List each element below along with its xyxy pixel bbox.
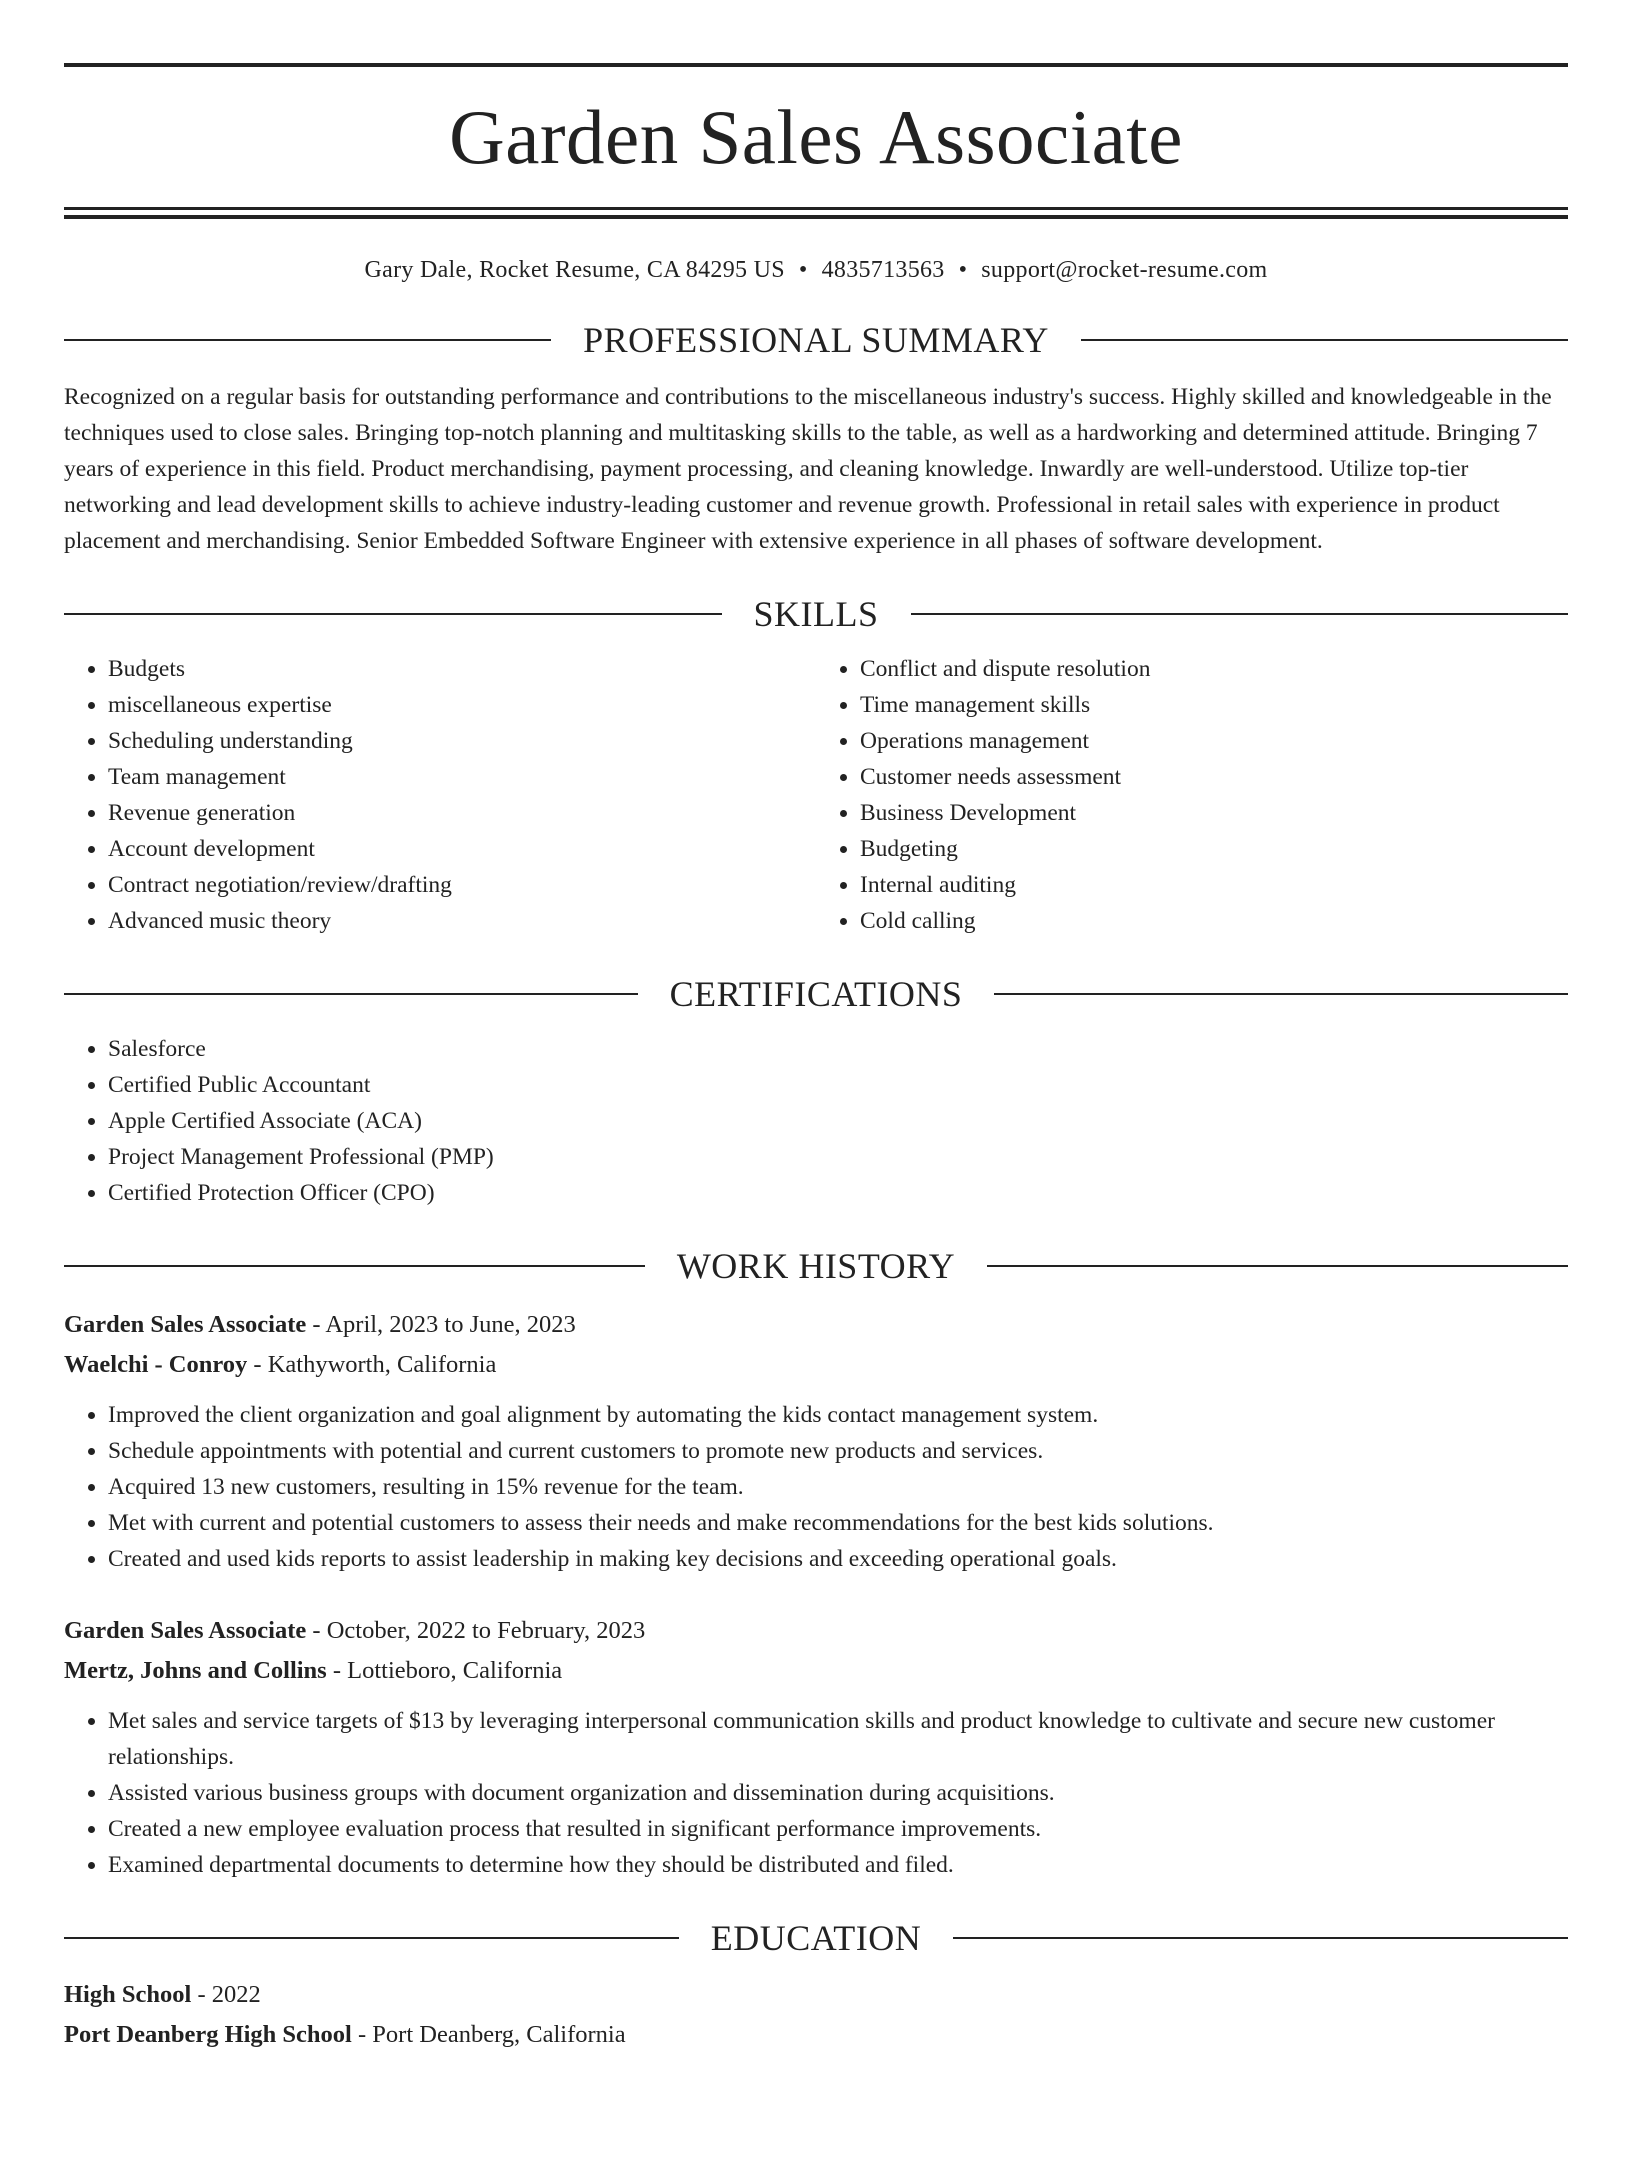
job-bullet: • Met sales and service targets of $13 by leveraging interpersonal communication skills and product knowledge to cultivate and secure new customer relationships. xyxy=(108,1703,1568,1775)
skill-item: • Internal auditing xyxy=(860,867,1568,903)
job-title-line xyxy=(64,1611,1568,1651)
title-double-rule xyxy=(64,207,1568,219)
certification-item: • Apple Certified Associate (ACA) xyxy=(108,1103,1568,1139)
certification-item: • Salesforce xyxy=(108,1031,1568,1067)
skill-item: • Advanced music theory xyxy=(108,903,816,939)
job-entry xyxy=(64,1305,1568,1577)
job-title: Garden Sales Associate xyxy=(64,1617,307,1644)
job-company: Mertz, Johns and Collins xyxy=(64,1657,327,1684)
skill-item: • Cold calling xyxy=(860,903,1568,939)
skill-item: • Scheduling understanding xyxy=(108,723,816,759)
summary-section-header xyxy=(64,315,1568,365)
job-location: - Kathyworth, California xyxy=(247,1351,497,1378)
job-bullet: • Created a new employee evaluation process that resulted in significant performance improvements. xyxy=(108,1811,1568,1847)
job-company-line xyxy=(64,1651,1568,1691)
skills-left-list xyxy=(64,651,816,939)
education-school: Port Deanberg High School xyxy=(64,2021,352,2048)
education-entry xyxy=(64,1975,1568,2055)
section-rule xyxy=(64,1937,679,1939)
skill-item: • Contract negotiation/review/drafting xyxy=(108,867,816,903)
education-degree: High School xyxy=(64,1981,192,2008)
job-bullet: • Schedule appointments with potential and current customers to promote new products and services. xyxy=(108,1433,1568,1469)
job-title: Garden Sales Associate xyxy=(64,1311,307,1338)
job-dates: - October, 2022 to February, 2023 xyxy=(306,1617,646,1644)
job-bullet: • Created and used kids reports to assist leadership in making key decisions and exceeding operational goals. xyxy=(108,1541,1568,1577)
job-bullets xyxy=(64,1703,1568,1883)
job-bullets xyxy=(64,1397,1568,1577)
job-bullet: • Improved the client organization and goal alignment by automating the kids contact management system. xyxy=(108,1397,1568,1433)
section-rule xyxy=(953,1937,1568,1939)
contact-address: Gary Dale, Rocket Resume, CA 84295 US xyxy=(364,257,785,283)
skill-item: • Customer needs assessment xyxy=(860,759,1568,795)
skills-columns xyxy=(64,651,1568,939)
certification-item: • Project Management Professional (PMP) xyxy=(108,1139,1568,1175)
job-company: Waelchi - Conroy xyxy=(64,1351,248,1378)
section-rule xyxy=(1081,339,1568,341)
section-rule xyxy=(911,613,1569,615)
job-company-line xyxy=(64,1345,1568,1385)
skill-item: • Operations management xyxy=(860,723,1568,759)
job-bullet: • Assisted various business groups with document organization and dissemination during acquisitions. xyxy=(108,1775,1568,1811)
certifications-list xyxy=(64,1031,1568,1211)
job-entry xyxy=(64,1611,1568,1883)
work-section-header xyxy=(64,1241,1568,1291)
education-degree-line xyxy=(64,1975,1568,2015)
summary-heading: PROFESSIONAL SUMMARY xyxy=(583,320,1049,360)
education-section-header xyxy=(64,1913,1568,1963)
skill-item: • Budgeting xyxy=(860,831,1568,867)
job-dates: - April, 2023 to June, 2023 xyxy=(306,1311,576,1338)
section-rule xyxy=(987,1265,1568,1267)
skill-item: • Business Development xyxy=(860,795,1568,831)
contact-separator: • xyxy=(798,257,808,283)
section-rule xyxy=(64,1265,645,1267)
skill-item: • Time management skills xyxy=(860,687,1568,723)
skill-item: • Conflict and dispute resolution xyxy=(860,651,1568,687)
education-school-line xyxy=(64,2015,1568,2055)
education-heading: EDUCATION xyxy=(710,1918,922,1958)
education-year: - 2022 xyxy=(191,1981,261,2008)
contact-separator: • xyxy=(958,257,968,283)
job-bullet: • Acquired 13 new customers, resulting in 15% revenue for the team. xyxy=(108,1469,1568,1505)
skill-item: • Budgets xyxy=(108,651,816,687)
skills-heading: SKILLS xyxy=(753,594,879,634)
certifications-heading: CERTIFICATIONS xyxy=(669,974,963,1014)
resume-page xyxy=(0,63,1632,2175)
summary-text: Recognized on a regular basis for outstanding performance and contributions to the miscellaneous industry's success. Highly skilled and knowledgeable in the techniques used to close sales. Bringing top-notch planning and multitasking skills to the table, as well as a hardworking and determined attitude. Bringing 7 years of experience in this field. Product merchandising, payment processing, and cleaning knowledge. Inwardly are well-understood. Utilize top-tier networking and lead development skills to achieve industry-leading customer and revenue growth. Professional in retail sales with experience in product placement and merchandising. Senior Embedded Software Engineer with extensive experience in all phases of software development. xyxy=(64,384,1552,554)
certifications-section-header xyxy=(64,969,1568,1019)
section-rule xyxy=(64,339,551,341)
skills-section-header xyxy=(64,589,1568,639)
certification-item: • Certified Public Accountant xyxy=(108,1067,1568,1103)
contact-phone: 4835713563 xyxy=(821,257,945,283)
contact-email: support@rocket-resume.com xyxy=(981,257,1268,283)
job-location: - Lottieboro, California xyxy=(326,1657,563,1684)
skill-item: • Account development xyxy=(108,831,816,867)
section-rule xyxy=(994,993,1568,995)
skill-item: • Revenue generation xyxy=(108,795,816,831)
skill-item: • miscellaneous expertise xyxy=(108,687,816,723)
skill-item: • Team management xyxy=(108,759,816,795)
section-rule xyxy=(64,993,638,995)
section-rule xyxy=(64,613,722,615)
education-location: - Port Deanberg, California xyxy=(351,2021,626,2048)
job-bullet: • Examined departmental documents to determine how they should be distributed and filed. xyxy=(108,1847,1568,1883)
job-title-line xyxy=(64,1305,1568,1345)
certification-item: • Certified Protection Officer (CPO) xyxy=(108,1175,1568,1211)
skills-right-list xyxy=(816,651,1568,939)
work-heading: WORK HISTORY xyxy=(676,1246,956,1286)
contact-line xyxy=(64,255,1568,285)
resume-title: Garden Sales Associate xyxy=(449,94,1183,180)
job-bullet: • Met with current and potential customers to assess their needs and make recommendations for the best kids solutions. xyxy=(108,1505,1568,1541)
